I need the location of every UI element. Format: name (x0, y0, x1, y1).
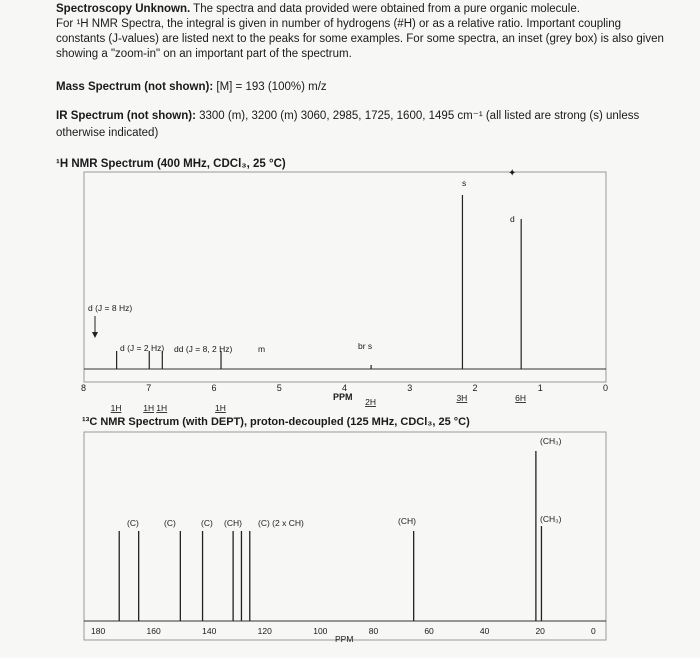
hnmr-axis-label: PPM (333, 392, 353, 402)
hnmr-tick-0: 0 (603, 383, 609, 393)
hnmr-integral-2: 1H (156, 403, 168, 413)
cnmr-tick-140: 140 (202, 626, 217, 636)
label-s: s (462, 178, 467, 188)
cnmr-tick-0: 0 (591, 626, 596, 636)
intro-sentence-1: The spectra and data provided were obtained from a pure organic molecule. (190, 3, 580, 15)
cursor-mark-icon: ✦ (508, 168, 517, 179)
hnmr-integral-4: 2H (365, 397, 376, 407)
hnmr-peaks (117, 195, 522, 369)
label-brs: br s (358, 341, 373, 351)
cnmr-tick-100: 100 (313, 626, 328, 636)
ir-label: IR Spectrum (not shown): (56, 110, 196, 122)
clabel-c1: (C) (127, 518, 139, 528)
label-dd: dd (J = 8, 2 Hz) (174, 344, 233, 354)
label-d8: d (J = 8 Hz) (88, 303, 133, 313)
hnmr-integral-3: 1H (215, 403, 226, 413)
label-m: m (258, 344, 266, 354)
mass-label: Mass Spectrum (not shown): (56, 81, 214, 93)
mass-value: [M] = 193 (100%) m/z (216, 81, 327, 93)
cnmr-tick-180: 180 (91, 626, 106, 636)
cnmr-title: ¹³C NMR Spectrum (with DEPT), proton-decoupled (125 MHz, CDCl₃, 25 °C) (82, 416, 470, 428)
arrow-d8-head (92, 332, 98, 338)
cnmr-tick-80: 80 (368, 626, 379, 636)
cnmr-tick-160: 160 (146, 626, 161, 636)
clabel-c3: (C) (201, 518, 213, 528)
clabel-ch1: (CH) (224, 518, 242, 528)
cnmr-axis-label: PPM (335, 634, 354, 644)
cnmr-peaks (119, 451, 541, 621)
intro-sentence-2: For ¹H NMR Spectra, the integral is given in number of hydrogens (#H) or as a relative ratio. Important coupling constants (J-values) are listed next to the peaks for some examples. For some spectra, an inset (grey box) is also given showing a "zoom-in" on an important part of the spectrum. (56, 18, 664, 60)
ir-value: 3300 (m), 3200 (m) 3060, 2985, 1725, 1600, 1495 cm⁻¹ (all listed are strong (s) unless (199, 110, 640, 122)
cnmr-tick-40: 40 (479, 626, 490, 636)
hnmr-integral-6: 6H (515, 393, 527, 403)
hnmr-tick-8: 8 (81, 383, 87, 393)
hnmr-integral-1: 1H (143, 403, 155, 413)
cnmr-tick-120: 120 (257, 626, 272, 636)
ir-value-continued: otherwise indicated) (56, 127, 159, 139)
label-d: d (510, 214, 515, 224)
hnmr-tick-4: 4 (342, 383, 348, 393)
cnmr-tick-60: 60 (424, 626, 434, 636)
cnmr-tick-20: 20 (535, 626, 545, 636)
hnmr-tick-5: 5 (276, 383, 282, 393)
hnmr-title: ¹H NMR Spectrum (400 MHz, CDCl₃, 25 °C) (56, 158, 286, 170)
hnmr-tick-7: 7 (146, 383, 152, 393)
hnmr-tick-3: 3 (407, 383, 413, 393)
cnmr-frame (84, 432, 606, 640)
hnmr-tick-2: 2 (472, 383, 478, 393)
hnmr-tick-6: 6 (211, 383, 217, 393)
label-d2: d (J = 2 Hz) (120, 343, 165, 353)
hnmr-integral-5: 3H (456, 393, 468, 403)
clabel-ch3b: (CH₃) (540, 514, 562, 524)
clabel-c2x: (C) (2 x CH) (258, 518, 304, 528)
clabel-c2: (C) (164, 518, 176, 528)
hnmr-tick-1: 1 (537, 383, 543, 393)
intro-heading: Spectroscopy Unknown. (56, 3, 191, 15)
hnmr-integrals (111, 393, 526, 413)
clabel-ch2: (CH) (398, 516, 416, 526)
clabel-ch3a: (CH₃) (540, 436, 562, 446)
hnmr-integral-0: 1H (110, 403, 122, 413)
